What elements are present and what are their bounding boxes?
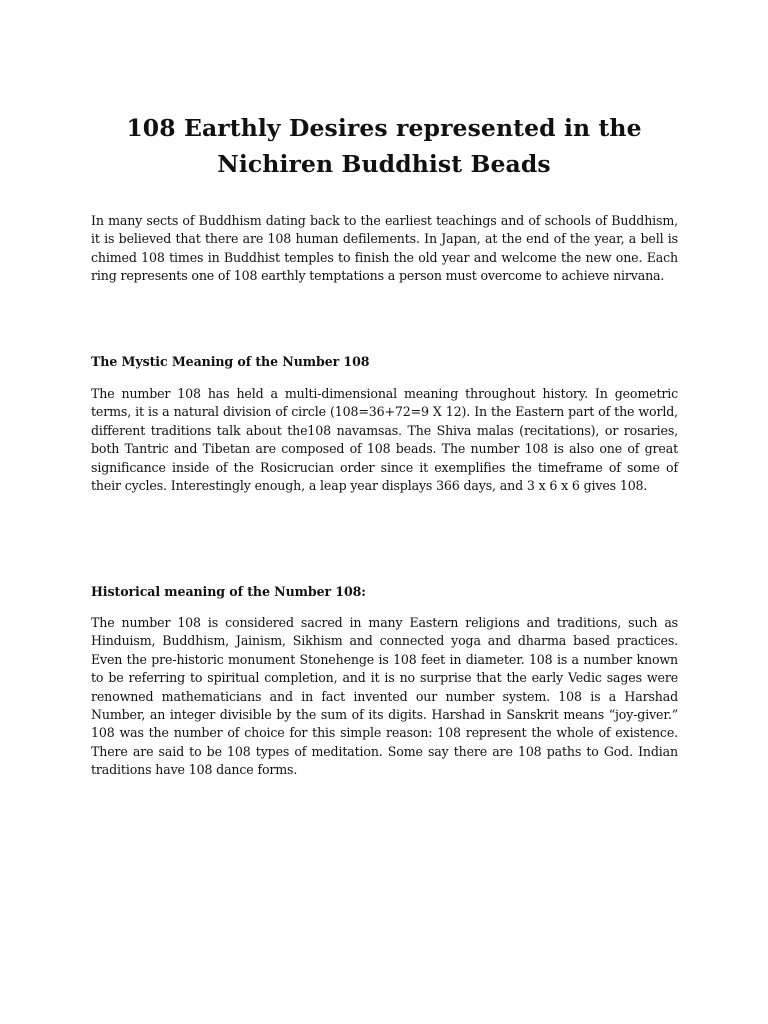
section-body-historical-meaning: The number 108 is considered sacred in many Eastern religions and traditions, such as Hinduism, Buddhism, Jainism, Sikhism and connected yoga and dharma based practices. Even the pre-historic monument Stonehenge is 108 feet in diameter. 108 is a number known to be referring to spiritual completion, and it is no surprise that the early Vedic sages were renowned mathematicians and in fact invented our number system. 108 is a Harshad Number, an integer divisible by the sum of its digits. Harshad in Sanskrit means “joy-giver.” 108 was the number of choice for this simple reason: 108 represent the whole of existence. There are said to be 108 types of meditation. Some say there are 108 paths to God. Indian traditions have 108 dance forms. — [91, 615, 678, 778]
section-body-mystic-meaning: The number 108 has held a multi-dimensional meaning throughout history. In geometric terms, it is a natural division of circle (108=36+72=9 X 12). In the Eastern part of the world, different traditions talk about the108 navamsas. The Shiva malas (recitations), or rosaries, both Tantric and Tibetan are composed of 108 beads. The number 108 is also one of great significance inside of the Rosicrucian order since it exemplifies the timeframe of some of their cycles. Interestingly enough, a leap year displays 366 days, and 3 x 6 x 6 gives 108. — [91, 386, 678, 494]
section-heading-mystic-meaning: The Mystic Meaning of the Number 108 — [91, 354, 370, 369]
intro-paragraph: In many sects of Buddhism dating back to the earliest teachings and of schools of Buddhism, it is believed that there are 108 human defilements. In Japan, at the end of the year, a bell is chimed 108 times in Buddhist temples to finish the old year and welcome the new one. Each ring represents one of 108 earthly temptations a person must overcome to achieve nirvana. — [91, 213, 678, 284]
section-heading-historical-meaning: Historical meaning of the Number 108: — [91, 584, 366, 599]
document-title: 108 Earthly Desires represented in the Nichiren Buddhist Beads — [126, 114, 642, 178]
